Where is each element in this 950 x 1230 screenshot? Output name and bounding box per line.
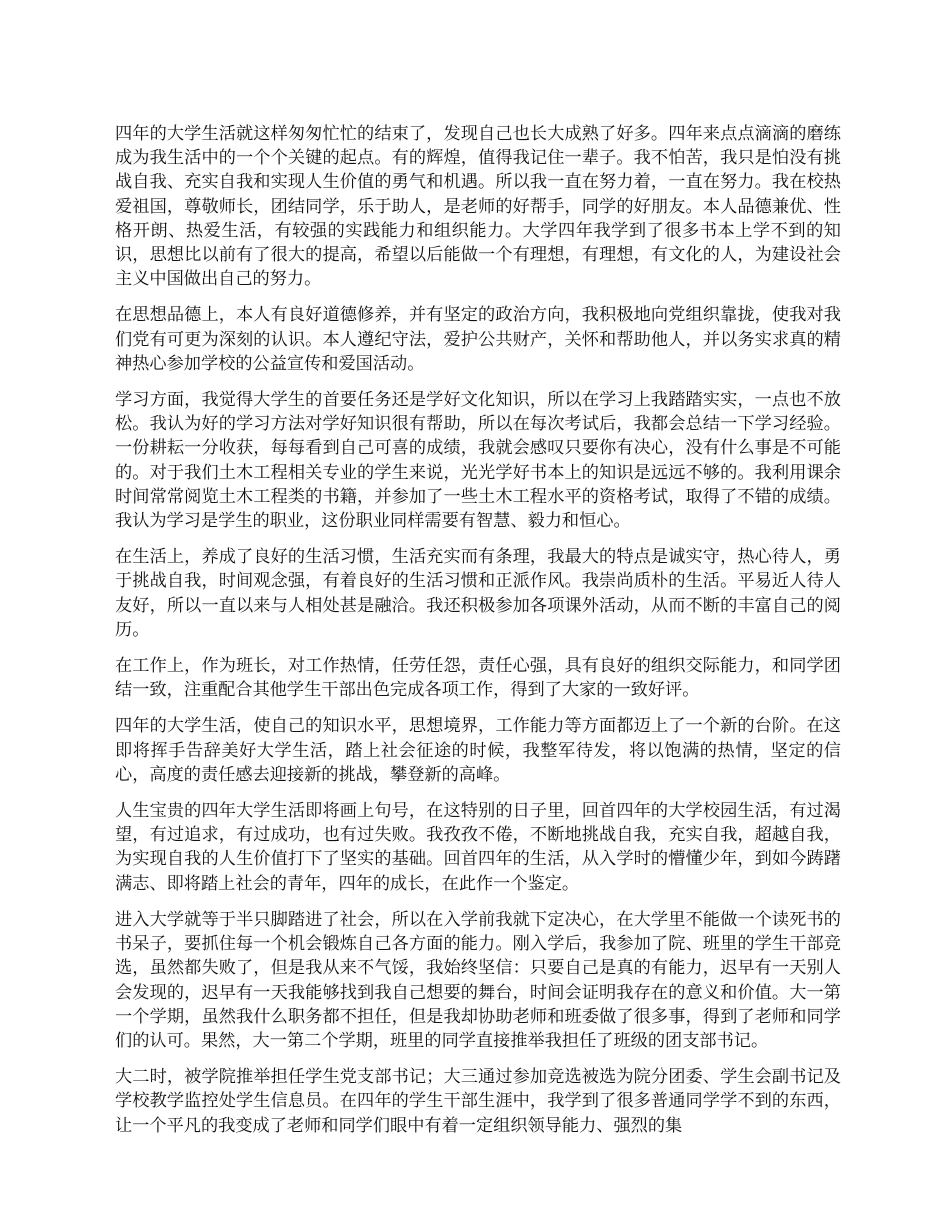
paragraph-9: 大二时，被学院推举担任学生党支部书记；大三通过参加竞选被选为院分团委、学生会副书记及学校教学监控处学生信息员。在四年的学生干部生涯中，我学到了很多普通同学学不到的东西，让一个平凡的我变成了老师和同学们眼中有着一定组织领导能力、强烈的集 (115, 1067, 841, 1136)
paragraph-4: 在生活上，养成了良好的生活习惯，生活充实而有条理，我最大的特点是诚实守，热心待人，勇于挑战自我，时间观念强，有着良好的生活习惯和正派作风。我崇尚质朴的生活。平易近人待人友好，所以一直以来与人相处甚是融洽。我还积极参加各项课外活动，从而不断的丰富自己的阅历。 (115, 547, 841, 640)
paragraph-3: 学习方面，我觉得大学生的首要任务还是学好文化知识，所以在学习上我踏踏实实，一点也不放松。我认为好的学习方法对学好知识很有帮助，所以在每次考试后，我都会总结一下学习经验。一份耕耘一分收获，每每看到自己可喜的成绩，我就会感叹只要你有决心，没有什么事是不可能的。对于我们土木工程相关专业的学生来说，光光学好书本上的知识是远远不够的。我利用课余时间常常阅览土木工程类的书籍，并参加了一些土木工程水平的资格考试，取得了不错的成绩。我认为学习是学生的职业，这份职业同样需要有智慧、毅力和恒心。 (115, 390, 841, 532)
paragraph-1: 四年的大学生活就这样匆匆忙忙的结束了，发现自己也长大成熟了好多。四年来点点滴滴的磨练成为我生活中的一个个关键的起点。有的辉煌，值得我记住一辈子。我不怕苦，我只是怕没有挑战自我、充实自我和实现人生价值的勇气和机遇。所以我一直在努力着，一直在努力。我在校热爱祖国，尊敬师长，团结同学，乐于助人，是老师的好帮手，同学的好朋友。本人品德兼优、性格开朗、热爱生活，有较强的实践能力和组织能力。大学四年我学到了很多书本上学不到的知识，思想比以前有了很大的提高，希望以后能做一个有理想，有理想，有文化的人，为建设社会主义中国做出自己的努力。 (115, 124, 841, 290)
document-body (115, 122, 841, 1150)
paragraph-2: 在思想品德上，本人有良好道德修养，并有坚定的政治方向，我积极地向党组织靠拢，使我对我们党有可更为深刻的认识。本人遵纪守法，爱护公共财产，关怀和帮助他人，并以务实求真的精神热心参加学校的公益宣传和爱国活动。 (115, 305, 841, 374)
paragraph-6: 四年的大学生活，使自己的知识水平，思想境界，工作能力等方面都迈上了一个新的台阶。在这即将挥手告辞美好大学生活，踏上社会征途的时候，我整军待发，将以饱满的热情，坚定的信心，高度的责任感去迎接新的挑战，攀登新的高峰。 (115, 716, 841, 785)
paragraph-7: 人生宝贵的四年大学生活即将画上句号，在这特别的日子里，回首四年的大学校园生活，有过渴望，有过追求，有过成功，也有过失败。我孜孜不倦，不断地挑战自我，充实自我，超越自我，为实现自我的人生价值打下了坚实的基础。回首四年的生活，从入学时的懵懂少年，到如今踌躇满志、即将踏上社会的青年，四年的成长，在此作一个鉴定。 (115, 801, 841, 894)
paragraph-5: 在工作上，作为班长，对工作热情，任劳任怨，责任心强，具有良好的组织交际能力，和同学团结一致，注重配合其他学生干部出色完成各项工作，得到了大家的一致好评。 (115, 656, 841, 701)
paragraph-8: 进入大学就等于半只脚踏进了社会，所以在入学前我就下定决心，在大学里不能做一个读死书的书呆子，要抓住每一个机会锻炼自己各方面的能力。刚入学后，我参加了院、班里的学生干部竞选，虽然都失败了，但是我从来不气馁，我始终坚信：只要自己是真的有能力，迟早有一天别人会发现的，迟早有一天我能够找到我自己想要的舞台，时间会证明我存在的意义和价值。大一第一个学期，虽然我什么职务都不担任，但是我却协助老师和班委做了很多事，得到了老师和同学们的认可。果然，大一第二个学期，班里的同学直接推举我担任了班级的团支部书记。 (115, 909, 841, 1051)
